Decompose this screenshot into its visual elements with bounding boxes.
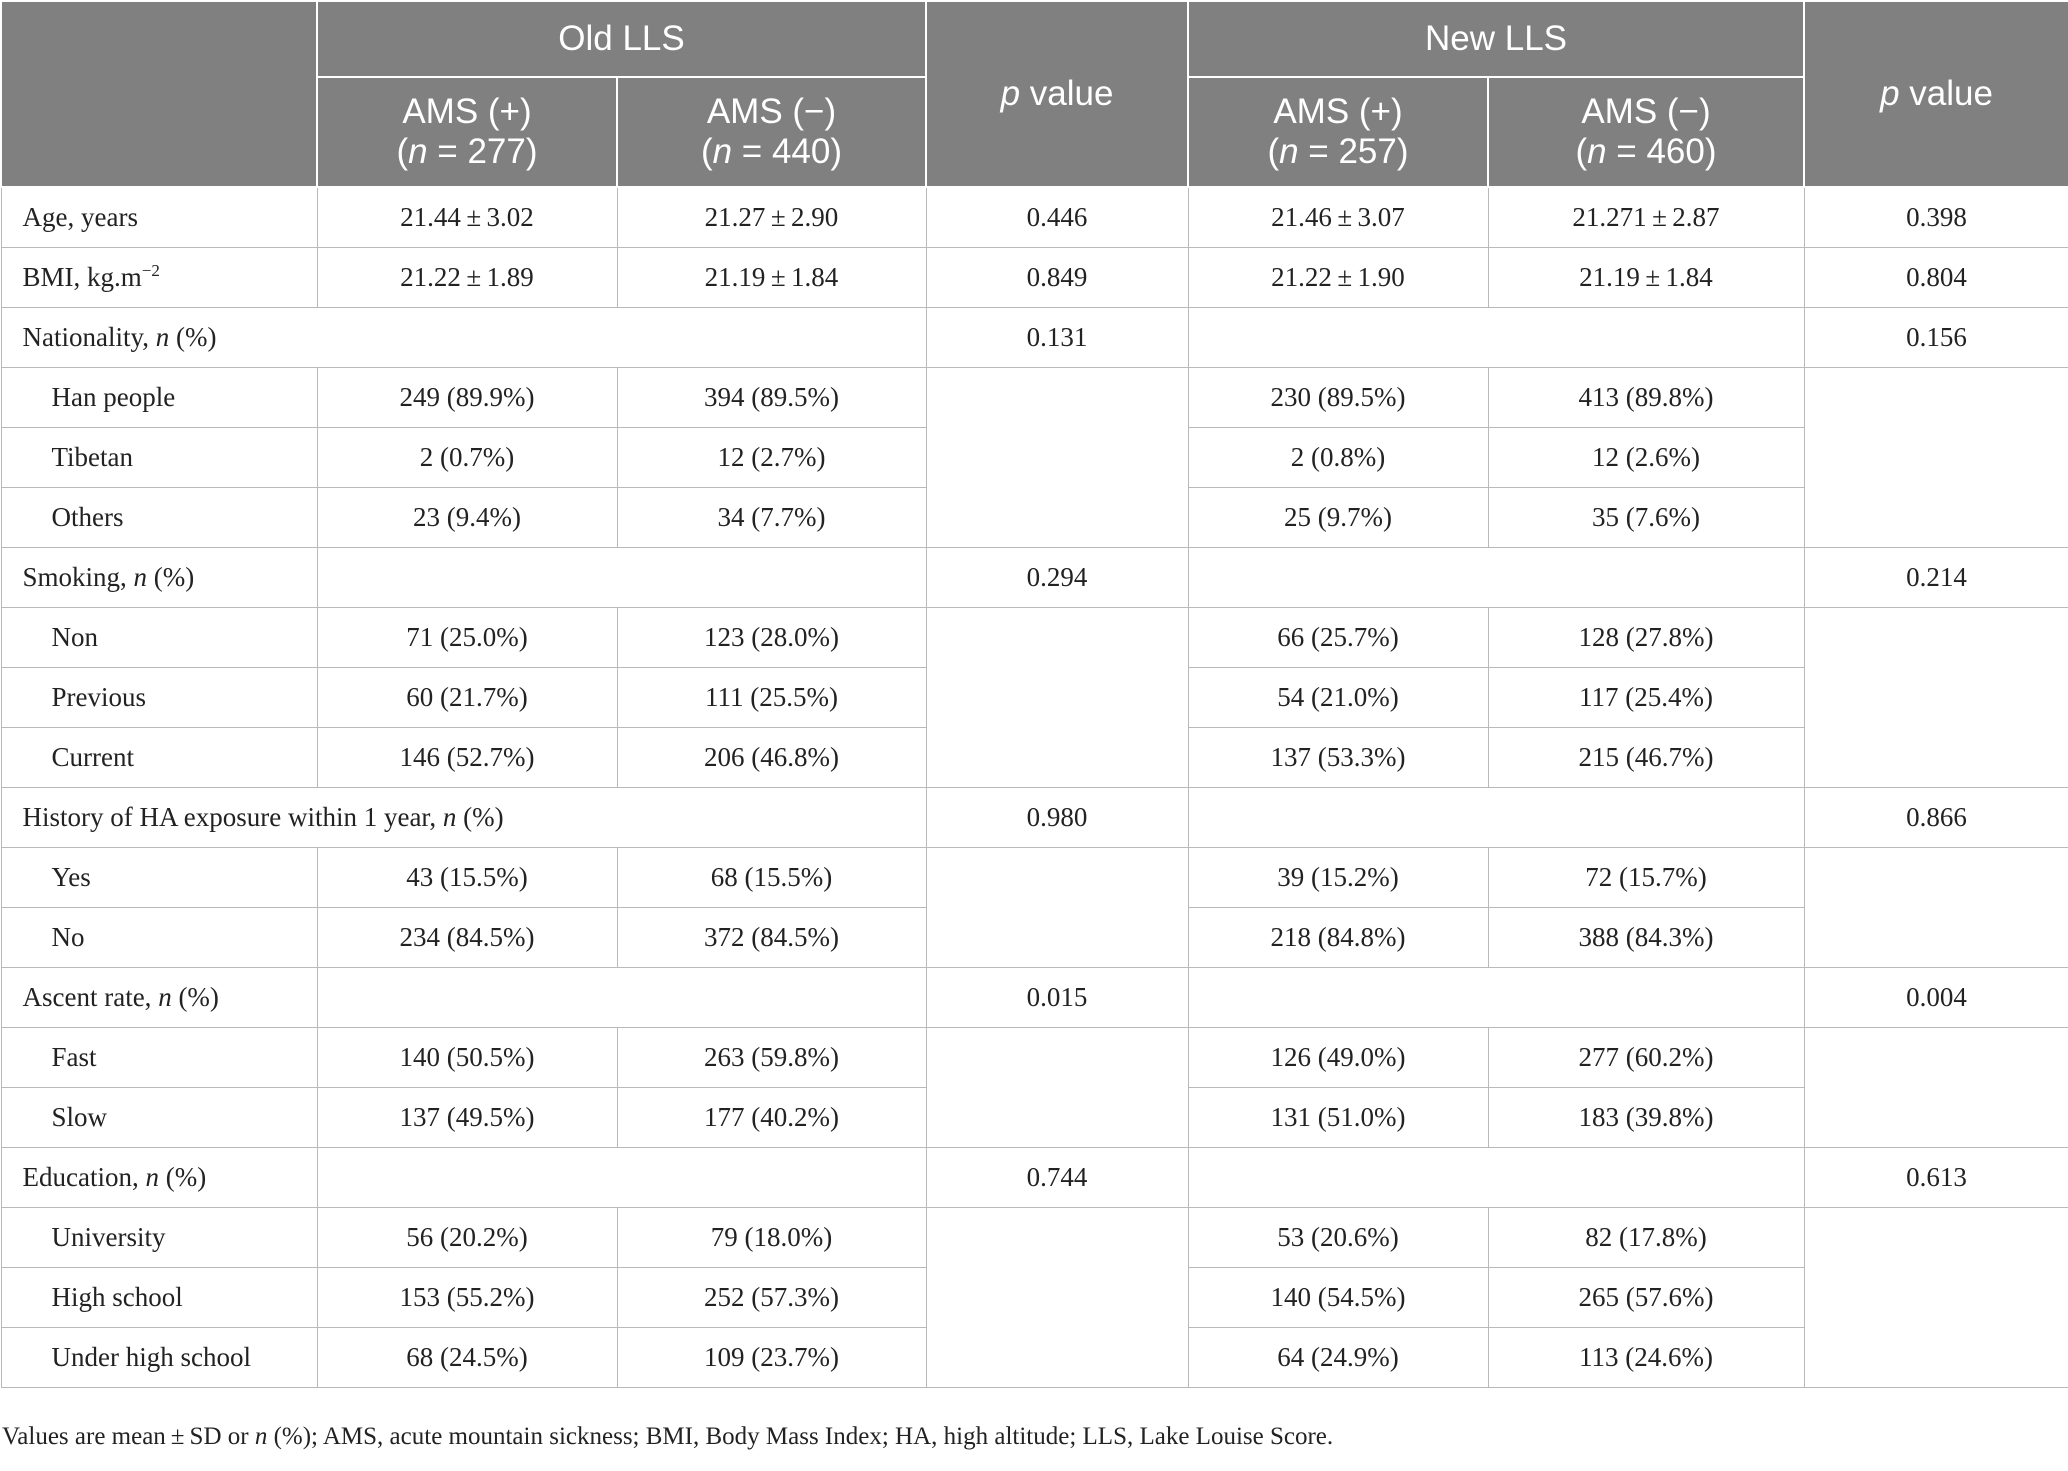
cell-old-ams-pos: 71 (25.0%) [317,608,617,668]
percent-text: (%) [169,322,217,352]
n-italic: n [1279,132,1299,171]
group-label [1,1148,317,1208]
table-row-age [1,187,2068,248]
ams-pos-label: AMS (+) [1273,92,1403,131]
cell-p-old: 0.849 [926,248,1188,308]
p-value-text: value [1899,74,1993,113]
n-italic: n [155,322,170,352]
cell-new-ams-pos: 21.22 ± 1.90 [1188,248,1488,308]
header-p-value-old [926,1,1188,187]
row-label: Others [1,488,317,548]
cell-blank [317,548,926,608]
cell-new-ams-pos: 64 (24.9%) [1188,1328,1488,1388]
row-label: Tibetan [1,428,317,488]
cell-new-ams-neg: 265 (57.6%) [1488,1268,1804,1328]
group-label [1,968,317,1028]
cell-p-new: 0.613 [1804,1148,2068,1208]
cell-old-ams-neg: 109 (23.7%) [617,1328,926,1388]
cell-old-ams-neg: 12 (2.7%) [617,428,926,488]
row-label: Under high school [1,1328,317,1388]
table-row-ascent [1,968,2068,1028]
cell-blank [1188,548,1804,608]
cell-old-ams-neg: 111 (25.5%) [617,668,926,728]
open-paren: ( [1575,132,1588,171]
group-label [1,788,926,848]
cell-blank [1188,968,1804,1028]
footnote-text-2: (%); AMS, acute mountain sickness; BMI, Body Mass Index; HA, high altitude; LLS, Lake Louise Score. [267,1423,1334,1450]
cell-p-old: 0.015 [926,968,1188,1028]
group-label [1,548,317,608]
cell-new-ams-pos: 131 (51.0%) [1188,1088,1488,1148]
cell-new-ams-neg: 413 (89.8%) [1488,368,1804,428]
cell-new-ams-pos: 39 (15.2%) [1188,848,1488,908]
table-row-yes [1,848,2068,908]
table-row-ha-history [1,788,2068,848]
cell-new-ams-neg: 277 (60.2%) [1488,1028,1804,1088]
cell-new-ams-neg: 21.271 ± 2.87 [1488,187,1804,248]
row-label: University [1,1208,317,1268]
table-footnote [0,1423,1333,1451]
row-label: Fast [1,1028,317,1088]
bmi-exponent: −2 [141,261,160,280]
cell-new-ams-pos: 140 (54.5%) [1188,1268,1488,1328]
cell-p-new-blank [1804,608,2068,788]
table-row-han [1,368,2068,428]
cell-new-ams-neg: 388 (84.3%) [1488,908,1804,968]
cell-old-ams-neg: 123 (28.0%) [617,608,926,668]
cell-blank [317,1148,926,1208]
cell-old-ams-neg: 252 (57.3%) [617,1268,926,1328]
p-value-text: value [1020,74,1114,113]
header-new-lls: New LLS [1188,1,1804,77]
cell-p-new: 0.156 [1804,308,2068,368]
cell-new-ams-neg: 72 (15.7%) [1488,848,1804,908]
cell-old-ams-pos: 249 (89.9%) [317,368,617,428]
cell-p-new: 0.866 [1804,788,2068,848]
n-italic: n [145,1162,159,1192]
cell-new-ams-pos: 2 (0.8%) [1188,428,1488,488]
cell-new-ams-neg: 183 (39.8%) [1488,1088,1804,1148]
group-label-text: Smoking, [22,562,134,592]
n-italic: n [158,982,172,1012]
cell-old-ams-pos: 137 (49.5%) [317,1088,617,1148]
table-row-university [1,1208,2068,1268]
cell-new-ams-neg: 117 (25.4%) [1488,668,1804,728]
cell-old-ams-pos: 140 (50.5%) [317,1028,617,1088]
cell-p-old-blank [926,1028,1188,1148]
cell-new-ams-neg: 21.19 ± 1.84 [1488,248,1804,308]
percent-text: (%) [147,562,195,592]
cell-old-ams-neg: 68 (15.5%) [617,848,926,908]
n-italic: n [712,132,733,171]
cell-old-ams-neg: 21.27 ± 2.90 [617,187,926,248]
table-row-education [1,1148,2068,1208]
n-count-line [318,132,616,172]
p-italic: p [1880,74,1900,113]
cell-old-ams-pos: 23 (9.4%) [317,488,617,548]
cell-new-ams-pos: 25 (9.7%) [1188,488,1488,548]
cell-p-old-blank [926,608,1188,788]
cell-old-ams-neg: 177 (40.2%) [617,1088,926,1148]
group-label-text: History of HA exposure within 1 year, [22,802,443,832]
cell-p-old-blank [926,848,1188,968]
cell-p-new: 0.004 [1804,968,2068,1028]
row-label: Non [1,608,317,668]
open-paren: ( [1267,132,1280,171]
row-label: Previous [1,668,317,728]
n-value: = 460) [1606,132,1717,171]
header-p-value-new [1804,1,2068,187]
cell-p-new-blank [1804,1028,2068,1148]
cell-p-new-blank [1804,1208,2068,1388]
header-old-ams-neg [617,77,926,187]
cell-new-ams-pos: 218 (84.8%) [1188,908,1488,968]
cell-new-ams-pos: 54 (21.0%) [1188,668,1488,728]
row-label: High school [1,1268,317,1328]
cell-blank [1188,1148,1804,1208]
header-new-ams-neg [1488,77,1804,187]
cell-old-ams-pos: 56 (20.2%) [317,1208,617,1268]
cell-p-old: 0.744 [926,1148,1188,1208]
cell-new-ams-pos: 137 (53.3%) [1188,728,1488,788]
ams-neg-label: AMS (−) [706,92,837,131]
cell-p-old: 0.980 [926,788,1188,848]
table-header [1,1,2068,187]
footnote-text-1: Values are mean ± SD or [2,1423,255,1450]
cell-p-new: 0.214 [1804,548,2068,608]
percent-text: (%) [171,982,219,1012]
row-label: Yes [1,848,317,908]
table-row-smoking [1,548,2068,608]
cell-old-ams-neg: 79 (18.0%) [617,1208,926,1268]
cell-old-ams-pos: 21.22 ± 1.89 [317,248,617,308]
cell-old-ams-neg: 263 (59.8%) [617,1028,926,1088]
cell-new-ams-neg: 128 (27.8%) [1488,608,1804,668]
cell-p-old: 0.294 [926,548,1188,608]
row-label [1,248,317,308]
cell-blank [1188,308,1804,368]
cell-old-ams-pos: 153 (55.2%) [317,1268,617,1328]
cell-old-ams-neg: 394 (89.5%) [617,368,926,428]
cell-new-ams-neg: 82 (17.8%) [1488,1208,1804,1268]
n-italic: n [408,132,428,171]
n-count-line [1489,132,1803,172]
table-row-bmi [1,248,2068,308]
n-italic: n [442,802,457,832]
ams-neg-label: AMS (−) [1581,92,1711,131]
open-paren: ( [700,132,713,171]
cell-new-ams-pos: 21.46 ± 3.07 [1188,187,1488,248]
group-label-text: Ascent rate, [22,982,159,1012]
cell-new-ams-neg: 215 (46.7%) [1488,728,1804,788]
cell-new-ams-neg: 12 (2.6%) [1488,428,1804,488]
n-count-line [1189,132,1487,172]
table-row-non [1,608,2068,668]
cell-p-new: 0.398 [1804,187,2068,248]
cell-p-old-blank [926,368,1188,548]
percent-text: (%) [158,1162,207,1192]
cell-p-old: 0.446 [926,187,1188,248]
row-label: Age, years [1,187,317,248]
n-value: = 277) [427,132,538,171]
cell-p-old-blank [926,1208,1188,1388]
row-label: Current [1,728,317,788]
cell-new-ams-pos: 126 (49.0%) [1188,1028,1488,1088]
n-value: = 257) [1298,132,1409,171]
cell-blank [1188,788,1804,848]
cell-p-new-blank [1804,368,2068,548]
p-italic: p [1000,74,1021,113]
cell-old-ams-pos: 68 (24.5%) [317,1328,617,1388]
cell-old-ams-neg: 206 (46.8%) [617,728,926,788]
cell-old-ams-neg: 372 (84.5%) [617,908,926,968]
cell-blank [317,968,926,1028]
group-label-text: Education, [22,1162,146,1192]
cell-old-ams-neg: 34 (7.7%) [617,488,926,548]
table-row-nationality [1,308,2068,368]
cell-old-ams-neg: 21.19 ± 1.84 [617,248,926,308]
cell-new-ams-neg: 113 (24.6%) [1488,1328,1804,1388]
n-italic: n [133,562,148,592]
cell-new-ams-pos: 66 (25.7%) [1188,608,1488,668]
group-label-text: Nationality, [22,322,156,352]
cell-new-ams-pos: 53 (20.6%) [1188,1208,1488,1268]
cell-p-new-blank [1804,848,2068,968]
cell-old-ams-pos: 146 (52.7%) [317,728,617,788]
table-body [1,187,2068,1388]
ams-pos-label: AMS (+) [402,92,532,131]
cell-p-new: 0.804 [1804,248,2068,308]
row-label: Slow [1,1088,317,1148]
n-count-line [618,132,925,172]
cell-old-ams-pos: 234 (84.5%) [317,908,617,968]
cell-old-ams-pos: 43 (15.5%) [317,848,617,908]
percent-text: (%) [456,802,504,832]
row-label: Han people [1,368,317,428]
group-label [1,308,926,368]
cell-new-ams-neg: 35 (7.6%) [1488,488,1804,548]
cell-old-ams-pos: 21.44 ± 3.02 [317,187,617,248]
row-label: No [1,908,317,968]
n-italic: n [1587,132,1607,171]
n-italic: n [254,1423,268,1450]
cell-old-ams-pos: 2 (0.7%) [317,428,617,488]
cell-old-ams-pos: 60 (21.7%) [317,668,617,728]
cell-p-old: 0.131 [926,308,1188,368]
n-value: = 440) [732,132,843,171]
header-new-ams-pos [1188,77,1488,187]
bmi-label-text: BMI, kg.m [22,262,142,292]
header-old-lls: Old LLS [317,1,926,77]
cell-new-ams-pos: 230 (89.5%) [1188,368,1488,428]
open-paren: ( [396,132,409,171]
header-old-ams-pos [317,77,617,187]
header-blank-cell [1,1,317,187]
table-row-fast [1,1028,2068,1088]
